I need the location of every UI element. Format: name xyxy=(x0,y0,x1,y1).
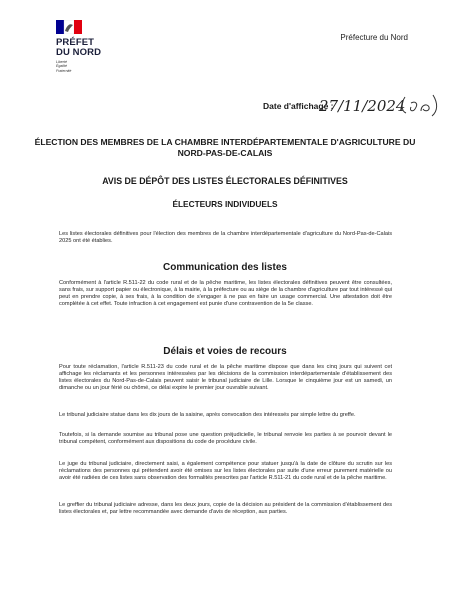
handwritten-date-text: 27/11/2024 xyxy=(319,97,406,115)
election-heading: ÉLECTION DES MEMBRES DE LA CHAMBRE INTERDÉPARTEMENTALE D'AGRICULTURE DU NORD-PAS-DE-CALAIS xyxy=(34,137,416,158)
intro-paragraph: Les listes électorales définitives pour l'élection des membres de la chambre interdépartementale d'agriculture du Nord-Pas-de-Calais 2025 ont été établies. xyxy=(59,231,392,244)
prefecture-name: Préfecture du Nord xyxy=(340,33,408,42)
delais-paragraph: Pour toute réclamation, l'article R.511-23 du code rural et de la pêche maritime dispose que dans les cinq jours qui suivent cet affichage les réclamants et les personnes intéressées par les décisions de la commission interdépartementale d'établissement des listes électorales du Nord-Pas-de-Calais peuvent saisir le tribunal judiciaire de Lille. Lorsque le cinquième jour est un samedi, un dimanche ou un jour férié ou chômé, ce délai expire le premier jour ouvrable suivant. xyxy=(59,364,392,391)
prefet-logo-title: PRÉFET DU NORD xyxy=(56,37,102,58)
date-affichage xyxy=(263,89,443,119)
delais-paragraph: Toutefois, si la demande soumise au tribunal pose une question préjudicielle, le tribunal renvoie les parties à se pourvoir devant le tribunal compétent, conformément aux dispositions du code de procédure civile. xyxy=(59,432,392,445)
communication-paragraph: Conformément à l'article R.511-22 du code rural et de la pêche maritime, les listes électorales définitives peuvent être consultées, sans frais, sur support papier ou électronique, à la mairie, à la préfecture ou au siège de la chambre d'agriculture par tout intéressé qui peut en prendre copie, à ses frais, à la condition de s'engager à ne pas en faire un usage commercial. Une attestation doit être complétée à cet effet. Toute infraction à cet engagement est punie d'une contravention de la 5e classe. xyxy=(59,280,392,307)
electeurs-heading: ÉLECTEURS INDIVIDUELS xyxy=(172,199,278,209)
republic-motto: Liberté Égalité Fraternité xyxy=(56,60,72,73)
delais-paragraph: Le tribunal judiciaire statue dans les dix jours de la saisine, après convocation des intéressés par simple lettre du greffe. xyxy=(59,412,356,418)
handwritten-date xyxy=(315,89,440,119)
avis-heading: AVIS DE DÉPÔT DES LISTES ÉLECTORALES DÉFINITIVES xyxy=(102,176,348,186)
marianne-flag-icon xyxy=(56,20,82,34)
delais-paragraph: Le juge du tribunal judiciaire, directement saisi, a également compétence pour statuer jusqu'à la date de clôture du scrutin sur les réclamations des personnes qui prétendent avoir été omises sur les listes électorales par suite d'une erreur purement matérielle ou avoir été radiées de ces listes sans observation des formalités prescrites par l'article R.511-21 du code rural et de la pêche maritime. xyxy=(59,461,392,481)
date-affichage-label: Date d'affichage : xyxy=(263,101,334,111)
prefet-logo xyxy=(56,20,116,73)
communication-title: Communication des listes xyxy=(163,262,287,273)
delais-title: Délais et voies de recours xyxy=(163,346,287,357)
delais-paragraph: Le greffier du tribunal judiciaire adresse, dans les deux jours, copie de la décision au président de la commission d'établissement des listes électorales et, par lettre recommandée avec demande d'avis de réception, aux parties. xyxy=(59,502,392,515)
